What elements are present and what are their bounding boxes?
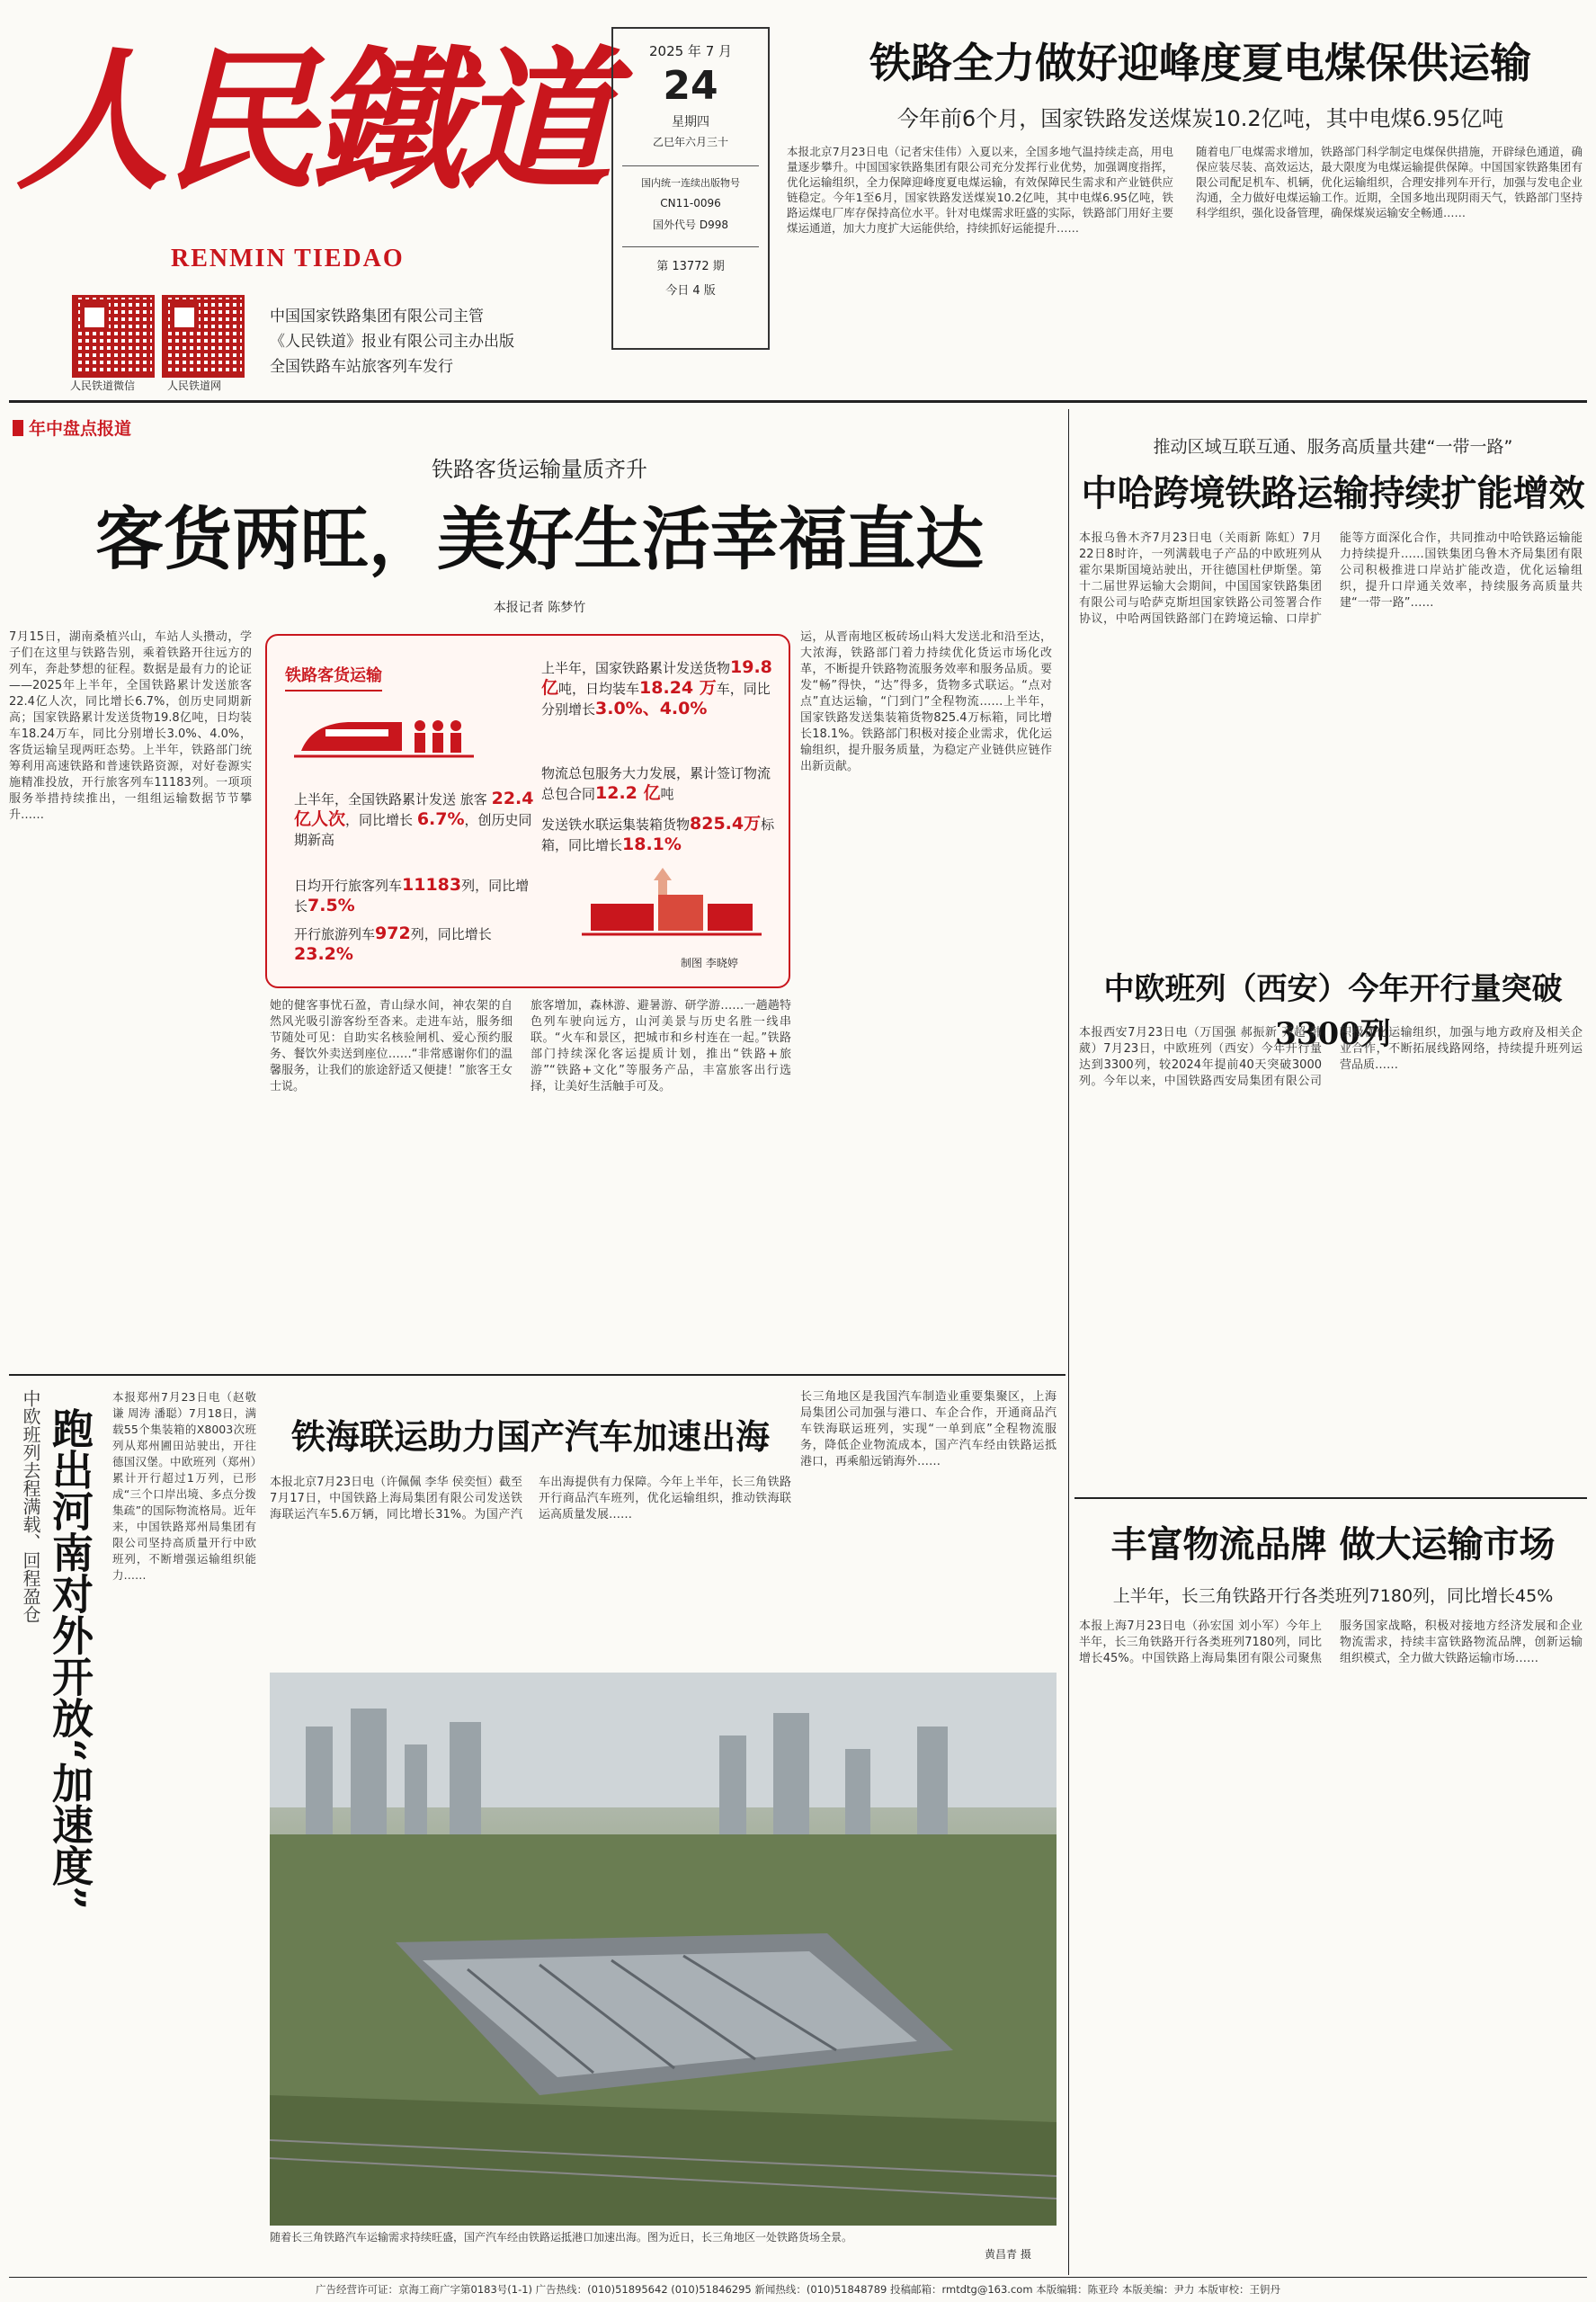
right-top-title: 中哈跨境铁路运输持续扩能增效 bbox=[1081, 472, 1585, 514]
info-tag: 铁路客货运输 bbox=[285, 663, 382, 691]
info-logistics bbox=[541, 763, 775, 804]
lower-divider bbox=[9, 1374, 1065, 1376]
right-mid-title: 中欧班列（西安）今年开行量突破3300列 bbox=[1103, 971, 1563, 1052]
info-value: 6.7% bbox=[416, 809, 465, 829]
main-story-byline: 本报记者 陈梦竹 bbox=[493, 601, 586, 615]
station-photo bbox=[270, 1673, 1057, 2226]
main-story-col-2: 她的健客事忧石盈，青山绿水间，神农架的自然风光吸引游客纷至沓来。走进车站，服务细节随处可见：自助实名核验闸机、爱心预约服务、餐饮外卖送到座位……“非常感谢你们的温馨服务，让我们的旅途舒适又便捷！”旅客王女士说。 bbox=[270, 999, 513, 1093]
info-text: 吨，日均装车 bbox=[558, 681, 640, 697]
logo-pinyin: RENMIN TIEDAO bbox=[171, 245, 405, 272]
info-text: 开行旅游列车 bbox=[294, 926, 376, 942]
date-box bbox=[611, 27, 770, 350]
page-count: 今日 4 版 bbox=[665, 284, 716, 298]
info-trains-extra bbox=[294, 923, 537, 965]
masthead-divider bbox=[9, 400, 1587, 403]
info-graphic bbox=[265, 634, 790, 988]
info-text: 上半年，全国铁路累计发送 bbox=[294, 791, 457, 807]
right-divider bbox=[1074, 1497, 1587, 1499]
info-text: 吨 bbox=[660, 786, 674, 802]
main-story-kicker: 铁路客货运输量质齐升 bbox=[432, 457, 647, 482]
info-text: 日均开行旅客列车 bbox=[294, 878, 403, 894]
top-story-body-left: 本报北京7月23日电（记者宋佳伟）入夏以来，全国多地气温持续走高，用电量逐步攀升。中国国家铁路集团有限公司充分发挥行业优势，加强调度指挥，优化运输组织，全力保障迎峰度夏电煤运输，有效保障民生需求和产业链供应链稳定。今年1至6月，国家铁路发送煤炭10.2亿吨，其中电煤6.95亿吨，铁路运煤电厂库存保持高位水平。针对电煤需求旺盛的实际，铁路部门用好主要煤运通道，加大力度扩大运能供给，持续抓好运能提升…… bbox=[787, 145, 1173, 235]
right-top-body: 本报乌鲁木齐7月23日电（关雨新 陈虹）7月22日8时许，一列满载电子产品的中欧班列从霍尔果斯国境站驶出，开往德国杜伊斯堡。第十二届世界运输大会期间，中国国家铁路集团有限公司与哈萨克斯坦国家铁路公司签署合作协议，中哈两国铁路部门在跨境运输、口岸扩能等方面深化合作，共同推动中哈铁路运输能力持续提升……国铁集团乌鲁木齐局集团有限公司积极推进口岸站扩能改造，优化运输组织，提升口岸通关效率，持续服务高质量共建“一带一路”…… bbox=[1079, 531, 1583, 626]
lunar-date: 乙巳年六月三十 bbox=[652, 136, 728, 148]
left-bottom-body: 本报郑州7月23日电（赵敬谦 周涛 潘聪）7月18日，满载55个集装箱的X8003次班列从郑州圃田站驶出，开往德国汉堡。中欧班列（郑州）累计开行超过1万列，已形成“三个口岸出境、多点分拨集疏”的国际物流格局。近年来，中国铁路郑州局集团有限公司坚持高质量开行中欧班列，不断增强运输组织能力…… bbox=[112, 1390, 256, 1582]
issue-number: 第 13772 期 bbox=[656, 260, 725, 273]
center-bottom-title: 铁海联运助力国产汽车加速出海 bbox=[290, 1416, 770, 1457]
center-bottom-body-2: 长三角地区是我国汽车制造业重要集聚区，上海局集团公司加强与港口、车企合作，开通商品汽车铁海联运班列，实现“一单到底”全程物流服务，降低企业物流成本，国产汽车经由铁路运抵港口，再乘船远销海外…… bbox=[800, 1390, 1057, 1468]
info-value: 12.2 亿 bbox=[595, 783, 661, 803]
left-bottom-kicker: 中欧班列去程满载、回程盈仓 bbox=[20, 1389, 41, 1623]
info-text: 车，同比分别增长 bbox=[541, 681, 771, 718]
info-value: 825.4万 bbox=[690, 814, 762, 834]
main-story-col-3: 旅客增加，森林游、避暑游、研学游……一趟趟特色列车驶向远方，山河美景与历史名胜一线串联。“火车和景区，把城市和乡村连在一起。”铁路部门持续深化客运提质计划，推出“铁路+旅游”“铁路+文化”等服务产品，丰富旅客出行选择，让美好生活触手可及。 bbox=[531, 999, 791, 1093]
info-text: 旅客 bbox=[459, 791, 487, 807]
top-story-body-right: 随着电厂电煤需求增加，铁路部门科学制定电煤保供措施，开辟绿色通道，确保应装尽装、高效运达，最大限度为电煤运输提供保障。中国国家铁路集团有限公司配足机车、机辆，优化运输组织，合理安排列车开行，加强与发电企业沟通，全力做好电煤运输工作。近期，全国多地出现阴雨天气，铁路部门坚持科学组织，强化设备管理，确保煤炭运输安全畅通…… bbox=[1196, 145, 1583, 219]
info-freight bbox=[541, 657, 775, 719]
section-tag-label: 年中盘点报道 bbox=[29, 419, 132, 439]
info-text: 发送铁水联运集装箱货物 bbox=[541, 816, 691, 833]
qr-code-web bbox=[162, 295, 245, 378]
weekday: 星期四 bbox=[672, 115, 709, 129]
qr-code-wechat bbox=[72, 295, 155, 378]
photo-caption: 随着长三角铁路汽车运输需求持续旺盛，国产汽车经由铁路运抵港口加速出海。图为近日，长三角地区一处铁路货场全景。 bbox=[270, 2231, 853, 2244]
center-bottom-body: 本报北京7月23日电（许佩佩 李华 侯奕恒）截至7月17日，中国铁路上海局集团有限公司发送铁海联运汽车5.6万辆，同比增长31%。为国产汽车出海提供有力保障。今年上半年，长三角铁路开行商品汽车班列，优化运输组织，推动铁海联运高质量发展…… bbox=[270, 1476, 791, 1521]
info-value: 7.5% bbox=[308, 896, 355, 915]
right-bottom-subtitle: 上半年，长三角铁路开行各类班列7180列，同比增长45% bbox=[1112, 1586, 1554, 1606]
top-story-title: 铁路全力做好迎峰度夏电煤保供运输 bbox=[869, 39, 1531, 87]
right-bottom-body: 本报上海7月23日电（孙宏国 刘小军）今年上半年，长三角铁路开行各类班列7180列，同比增长45%。中国铁路上海局集团有限公司聚焦服务国家战略，积极对接地方经济发展和企业物流需求，持续丰富铁路物流品牌，创新运输组织模式，全力做大铁路运输市场…… bbox=[1079, 1619, 1583, 1665]
photo-credit: 黄昌青 摄 bbox=[985, 2248, 1031, 2261]
right-top-kicker: 推动区域互联互通、服务高质量共建“一带一路” bbox=[1153, 437, 1513, 457]
date-day: 24 bbox=[663, 63, 718, 109]
publisher-info bbox=[270, 304, 514, 379]
info-text: 上半年，国家铁路累计发送货物 bbox=[541, 660, 731, 676]
main-story-title: 客货两旺，美好生活幸福直达 bbox=[95, 499, 984, 579]
info-value: 3.0%、4.0% bbox=[595, 699, 708, 718]
domestic-code: 国内统一连续出版物号 bbox=[641, 177, 740, 189]
main-story-col-1: 7月15日，湖南桑植兴山，车站人头攒动，学子们在这里与铁路告别，乘着铁路开往远方的列车，奔赴梦想的征程。数据是最有力的论证——2025年上半年，全国铁路累计发送旅客22.4亿人次，同比增长6.7%，创历史同期新高；国家铁路累计发送货物19.8亿吨，日均装车18.24万车，同比分别增长3.0%、4.0%，客货运输呈现两旺态势。上半年，铁路部门统筹利用高速铁路和普速铁路资源，对好卷源实施精准投放，开行旅客列车11183列。一项项服务举措持续推出，一组组运输数据节节攀升…… bbox=[9, 630, 252, 822]
right-mid-body: 本报西安7月23日电（万国强 郝振新 齐超 韩葳）7月23日，中欧班列（西安）今年开行量达到3300列，较2024年提前40天突破3000列。今年以来，中国铁路西安局集团有限公司积极优化运输组织，加强与地方政府及相关企业合作，不断拓展线路网络，持续提升班列运营品质…… bbox=[1079, 1026, 1583, 1088]
info-passenger bbox=[294, 789, 537, 850]
info-value: 19.8 亿 bbox=[541, 657, 772, 698]
foreign-code: 国外代号 D998 bbox=[653, 219, 728, 231]
info-value: 11183 bbox=[402, 875, 462, 895]
qr-web-label: 人民铁道网 bbox=[167, 379, 222, 392]
info-text: 标箱，同比增长 bbox=[541, 816, 775, 853]
publisher-line: 《人民铁道》报业有限公司主办出版 bbox=[270, 333, 514, 351]
freight-train-icon bbox=[582, 868, 762, 940]
publisher-line: 全国铁路车站旅客列车发行 bbox=[270, 358, 453, 376]
info-text: 列，同比增长 bbox=[294, 878, 530, 915]
info-value: 18.1% bbox=[622, 834, 682, 854]
info-trains-daily bbox=[294, 875, 537, 916]
train-icon bbox=[294, 706, 474, 769]
info-credit: 制图 李晓婷 bbox=[681, 957, 738, 969]
logo: 人民鐵道 bbox=[16, 31, 607, 211]
info-container bbox=[541, 814, 775, 855]
publisher-line: 中国国家铁路集团有限公司主管 bbox=[270, 308, 484, 326]
date-year-month: 2025 年 7 月 bbox=[648, 43, 733, 59]
section-tag bbox=[13, 415, 131, 440]
top-story-subtitle: 今年前6个月，国家铁路发送煤炭10.2亿吨，其中电煤6.95亿吨 bbox=[896, 106, 1504, 131]
info-value: 23.2% bbox=[294, 944, 353, 964]
info-text: ，同比增长 bbox=[345, 812, 414, 828]
info-text: 物流总包服务大力发展，累计签订物流总包合同 bbox=[541, 765, 771, 802]
info-value: 22.4亿人次 bbox=[294, 789, 534, 829]
info-value: 18.24 万 bbox=[639, 678, 717, 698]
footer-divider bbox=[9, 2277, 1587, 2278]
right-bottom-title: 丰富物流品牌 做大运输市场 bbox=[1110, 1523, 1556, 1566]
info-text: ，创历史同期新高 bbox=[294, 812, 532, 848]
footer: 广告经营许可证：京海工商广字第0183号(1-1) 广告热线：(010)51895642 (010)51846295 新闻热线：(010)51848789 投稿邮箱：rmtdtg@163.com 本版编辑：陈亚玲 本版美编：尹力 本版审校：王钥丹 bbox=[316, 2283, 1280, 2296]
qr-wechat-label: 人民铁道微信 bbox=[70, 379, 136, 392]
left-bottom-title: 跑出河南对外开放“加速度” bbox=[46, 1407, 94, 1910]
main-story-col-4: 运，从晋南地区板砖场山料大发送北和沿至达，大浓海，铁路部门着力持续优化货运市场化改革，不断提升铁路物流服务效率和服务品质。要发“畅”得快，“达”得多，货物多式联运。“点对点”直达运输，“门到门”全程物流……上半年，国家铁路发送集装箱货物825.4万标箱，同比增长18.1%。铁路部门积极对接企业需求，优化运输组织，提升服务质量，为稳定产业链供应链作出新贡献。 bbox=[800, 630, 1052, 773]
info-value: 972 bbox=[375, 923, 411, 943]
info-text: 列，同比增长 bbox=[410, 926, 492, 942]
column-divider bbox=[1068, 409, 1069, 2275]
cn-code: CN11-0096 bbox=[660, 197, 721, 210]
